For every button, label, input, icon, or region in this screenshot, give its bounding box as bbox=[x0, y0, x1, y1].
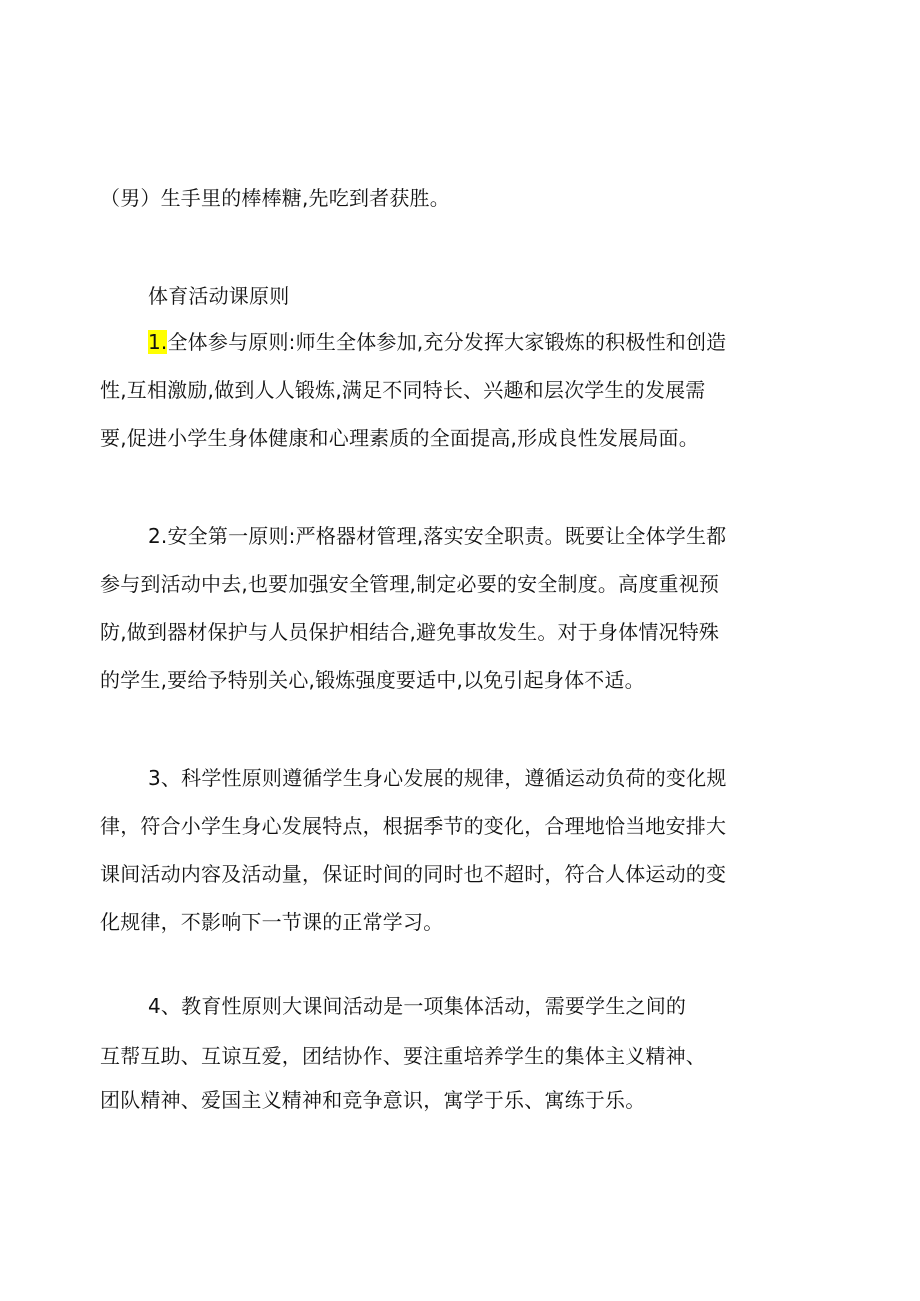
p4-line-2: 互帮互助、互谅互爱，团结协作、要注重培养学生的集体主义精神、 bbox=[100, 1044, 706, 1068]
p4-line-3: 团队精神、爱国主义精神和竞争意识，寓学于乐、寓练于乐。 bbox=[100, 1088, 646, 1112]
p3-line-3: 课间活动内容及活动量，保证时间的同时也不超时，符合人体运动的变 bbox=[100, 862, 727, 886]
p1-line-1-text: 全体参与原则:师生全体参加,充分发挥大家锻炼的积极性和创造 bbox=[167, 330, 727, 354]
p1-line-3: 要,促进小学生身体健康和心理素质的全面提高,形成良性发展局面。 bbox=[100, 426, 699, 450]
p2-line-3: 防,做到器材保护与人员保护相结合,避免事故发生。对于身体情况特殊 bbox=[100, 620, 720, 644]
p1-line-1 bbox=[148, 328, 726, 356]
highlighted-number: 1. bbox=[148, 330, 168, 354]
p2-line-2: 参与到活动中去,也要加强安全管理,制定必要的安全制度。高度重视预 bbox=[100, 572, 720, 596]
p3-line-2: 律，符合小学生身心发展特点，根据季节的变化，合理地恰当地安排大 bbox=[100, 814, 727, 838]
section-heading: 体育活动课原则 bbox=[148, 284, 290, 308]
p2-line-4: 的学生,要给予特别关心,锻炼强度要适中,以免引起身体不适。 bbox=[100, 668, 645, 692]
p1-line-2: 性,互相激励,做到人人锻炼,满足不同特长、兴趣和层次学生的发展需 bbox=[100, 378, 706, 402]
continuation-line: （男）生手里的棒棒糖,先吃到者获胜。 bbox=[100, 186, 450, 210]
p2-line-1: 2.安全第一原则:严格器材管理,落实安全职责。既要让全体学生都 bbox=[148, 524, 727, 548]
p3-line-1: 3、科学性原则遵循学生身心发展的规律，遵循运动负荷的变化规 bbox=[148, 766, 727, 790]
p3-line-4: 化规律，不影响下一节课的正常学习。 bbox=[100, 910, 444, 934]
p4-line-1: 4、教育性原则大课间活动是一项集体活动，需要学生之间的 bbox=[148, 994, 687, 1018]
